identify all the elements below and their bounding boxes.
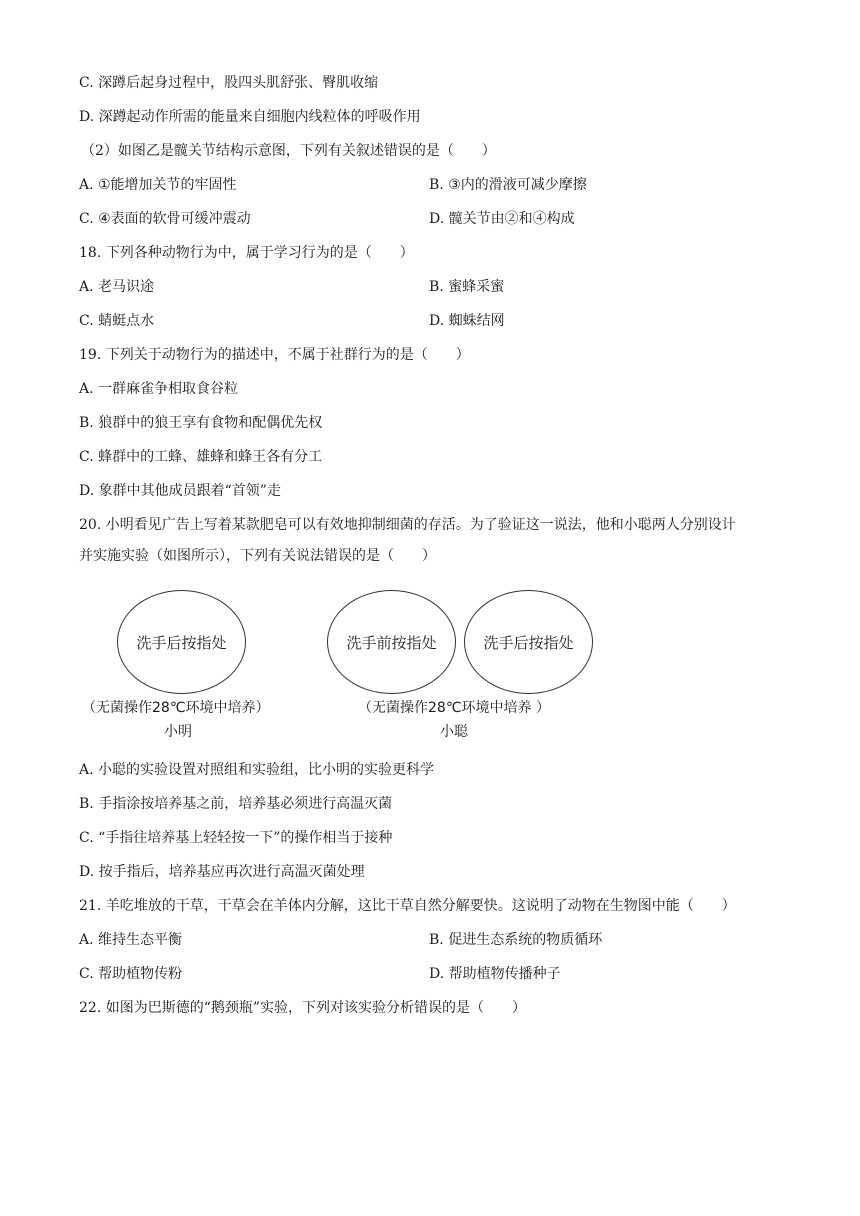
question-21-option-d: D. 帮助植物传播种子	[429, 966, 561, 982]
question-21-option-c: C. 帮助植物传粉	[79, 966, 183, 982]
experiment-figure	[0, 590, 860, 750]
question-17-2-option-b: B. ③内的滑液可减少摩擦	[429, 177, 587, 193]
question-18-option-d: D. 蜘蛛结网	[429, 313, 505, 329]
xiaocong-petri-dish-after	[464, 590, 593, 694]
question-19-stem: 19. 下列关于动物行为的描述中，不属于社群行为的是（ ）	[79, 347, 470, 363]
question-18-option-b: B. 蜜蜂采蜜	[429, 279, 505, 295]
question-20-option-a: A. 小聪的实验设置对照组和实验组，比小明的实验更科学	[79, 762, 435, 778]
question-20-stem-line-1: 20. 小明看见广告上写着某款肥皂可以有效地抑制细菌的存活。为了验证这一说法，他和小聪两人分别设计	[79, 517, 736, 533]
question-20-stem-line-2: 并实施实验（如图所示），下列有关说法错误的是（ ）	[79, 548, 436, 564]
question-20-option-b: B. 手指涂按培养基之前，培养基必须进行高温灭菌	[79, 796, 393, 812]
question-20-option-c: C. “手指往培养基上轻轻按一下”的操作相当于接种	[79, 830, 393, 846]
question-18-stem: 18. 下列各种动物行为中，属于学习行为的是（ ）	[79, 245, 414, 261]
xiaocong-dish-before-label: 洗手前按指处	[346, 633, 437, 652]
question-21-option-a: A. 维持生态平衡	[79, 932, 183, 948]
question-17-2-option-c: C. ④表面的软骨可缓冲震动	[79, 211, 251, 227]
question-19-option-c: C. 蜂群中的工蜂、雄蜂和蜂王各有分工	[79, 449, 323, 465]
question-17-2-option-d: D. 髋关节由②和④构成	[429, 211, 575, 227]
question-17-2-option-a: A. ①能增加关节的牢固性	[79, 177, 237, 193]
question-17-option-d: D. 深蹲起动作所需的能量来自细胞内线粒体的呼吸作用	[79, 109, 421, 125]
question-21-stem: 21. 羊吃堆放的干草，干草会在羊体内分解，这比干草自然分解要快。这说明了动物在生物图中能（ ）	[79, 898, 736, 914]
xiaocong-name: 小聪	[440, 724, 468, 740]
question-18-option-a: A. 老马识途	[79, 279, 155, 295]
question-17-part-2: （2）如图乙是髋关节结构示意图，下列有关叙述错误的是（ ）	[81, 143, 496, 159]
question-19-option-d: D. 象群中其他成员跟着“首领”走	[79, 483, 281, 499]
question-21-option-b: B. 促进生态系统的物质循环	[429, 932, 603, 948]
xiaocong-petri-dish-before	[327, 590, 456, 694]
xiaoming-petri-dish	[117, 590, 246, 694]
xiaoming-dish-label: 洗手后按指处	[136, 633, 227, 652]
question-18-option-c: C. 蜻蜓点水	[79, 313, 155, 329]
xiaocong-dish-after-label: 洗手后按指处	[483, 633, 574, 652]
question-17-option-c: C. 深蹲后起身过程中，股四头肌舒张、臀肌收缩	[79, 75, 379, 91]
question-22-stem: 22. 如图为巴斯德的“鹅颈瓶”实验，下列对该实验分析错误的是（ ）	[79, 1000, 527, 1016]
question-20-option-d: D. 按手指后，培养基应再次进行高温灭菌处理	[79, 864, 365, 880]
xiaoming-condition: （无菌操作28℃环境中培养）	[82, 700, 270, 716]
question-19-option-a: A. 一群麻雀争相取食谷粒	[79, 381, 239, 397]
xiaocong-condition: （无菌操作28℃环境中培养 ）	[358, 700, 550, 716]
question-19-option-b: B. 狼群中的狼王享有食物和配偶优先权	[79, 415, 323, 431]
xiaoming-name: 小明	[164, 724, 192, 740]
